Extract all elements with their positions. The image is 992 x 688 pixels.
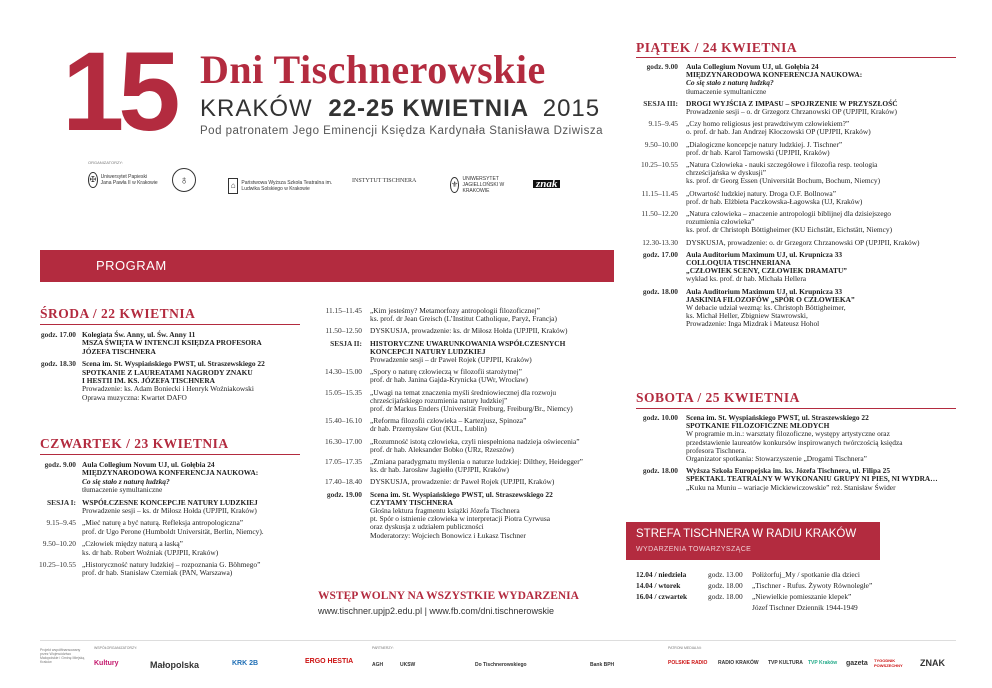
schedule-line: „Dialogiczne koncepcje natury ludzkiej. J. Tischner” — [686, 139, 843, 149]
radio-event: Połiżorfuj_My / spotkanie dla dzieci — [752, 570, 860, 579]
radio-date: 12.04 / niedziela — [636, 570, 687, 579]
radio-subtitle: WYDARZENIA TOWARZYSZĄCE — [636, 546, 752, 553]
schedule-line: tłumaczenie symultaniczne — [82, 485, 163, 495]
schedule-item — [616, 160, 962, 185]
schedule-item — [300, 490, 620, 539]
day-heading-piatek: PIĄTEK / 24 KWIETNIA — [636, 40, 798, 55]
schedule-line: ks. dr hab. Jarosław Jagiełło (UPJPII, Kraków) — [370, 465, 509, 475]
day-heading-sroda: ŚRODA / 22 KWIETNIA — [40, 306, 196, 321]
schedule-line: Prowadzenie: ks. Adam Boniecki i Henryk Woźniakowski — [82, 384, 254, 394]
schedule-line: „Uwagi na temat znaczenia myśli średniowiecznej dla rozwoju — [370, 387, 557, 397]
schedule-line: o. prof. dr hab. Jan Andrzej Kłoczowski OP (UPJPII, Kraków) — [686, 127, 871, 137]
schedule-line: prof. dr hab. Aleksander Bobko (URz, Rzeszów) — [370, 444, 514, 454]
crest-icon: ✠ — [88, 172, 98, 188]
radio-title: STREFA TISCHNERA W RADIU KRAKÓW — [636, 528, 857, 540]
schedule-item — [616, 119, 962, 135]
dates: 22-25 KWIETNIA — [328, 95, 530, 122]
schedule-line: tłumaczenie symultaniczne — [686, 86, 767, 96]
organizer-pwst[interactable]: ⌂ Państwowa Wyższa Szkoła Teatralna im. Ludwika Solskiego w Krakowie — [228, 178, 338, 194]
day-heading-czwartek: CZWARTEK / 23 KWIETNIA — [40, 436, 229, 451]
schedule-line: rozumienia człowieka” — [686, 217, 755, 227]
schedule-item — [616, 250, 962, 283]
schedule-time: godz. 17.00 — [40, 330, 76, 339]
partner-bank-bph[interactable]: Bank BPH — [590, 662, 615, 668]
partners-label: PARTNERZY: — [372, 646, 394, 650]
schedule-time: 15.40–16.10 — [325, 416, 362, 426]
schedule-line: HISTORYCZNE UWARUNKOWANIA WSPÓŁCZESNYCH — [370, 338, 566, 348]
media-polskie-radio[interactable]: POLSKIE RADIO — [668, 660, 708, 666]
day-heading-sobota: SOBOTA / 25 KWIETNIA — [636, 390, 800, 405]
schedule-line: Kolegiata Św. Anny, ul. Św. Anny 11 — [82, 330, 196, 339]
schedule-line: „Zmiana paradygmatu myślenia o naturze ludzkiej: Dilthey, Heidegger” — [370, 457, 583, 466]
schedule-time: 17.05–17.35 — [325, 457, 362, 466]
radio-krakow-box — [626, 522, 880, 560]
radio-time: godz. 13.00 — [708, 570, 743, 579]
schedule-line: Scena im. St. Wyspiańskiego PWST, ul. Straszewskiego 22 — [686, 413, 869, 422]
schedule-line: profesora Tischnera. — [686, 445, 747, 455]
organizer-upjp2[interactable]: ✠ Uniwersytet Papieski Jana Pawła II w Krakowie — [89, 174, 158, 186]
schedule-item — [20, 330, 310, 355]
footer-divider — [40, 640, 956, 641]
radio-row — [636, 592, 956, 602]
sponsor-kultury[interactable]: Kultury — [94, 660, 119, 667]
schedule-item — [616, 140, 962, 156]
theatre-icon: ⌂ — [228, 178, 238, 194]
schedule-line: Co się stało z naturą ludzką? — [82, 476, 170, 486]
cofinance-note: Projekt współfinansowany przez Województwo Małopolskie i Gminę Miejską Kraków — [40, 648, 85, 664]
schedule-line: przedstawienie laureatów konkursów inspirowanych twórczością księdza — [686, 437, 903, 447]
schedule-line: „Natura Człowieka - nauki szczegółowe i filozofia resp. teologia — [686, 160, 878, 169]
schedule-item — [20, 498, 310, 515]
schedule-line: Co się stało z naturą ludzką? — [686, 78, 774, 88]
schedule-line: Organizator spotkania: Stowarzyszenie „Drogami Tischnera” — [686, 454, 867, 463]
schedule-time: godz. 18.00 — [642, 466, 678, 476]
schedule-line: oraz dyskusja z udziałem publiczności — [370, 522, 484, 532]
radio-time: godz. 18.00 — [708, 581, 743, 590]
schedule-line: „CZŁOWIEK SCENY, CZŁOWIEK DRAMATU” — [686, 266, 847, 276]
program-banner — [40, 250, 614, 282]
schedule-item — [616, 209, 962, 234]
schedule-line: Prowadzenie sesji – dr Paweł Rojek (UPJPII, Kraków) — [370, 354, 532, 364]
schedule-time: 11.15–11.45 — [641, 188, 678, 198]
schedule-time: godz. 17.00 — [642, 249, 678, 259]
year: 2015 — [542, 95, 601, 122]
schedule-line: DYSKUSJA, prowadzenie: ks. dr Miłosz Hołda (UPJPII, Kraków) — [370, 326, 568, 336]
seal-icon: ♁ — [172, 168, 196, 192]
free-entry: WSTĘP WOLNY NA WSZYSTKIE WYDARZENIA — [318, 590, 579, 602]
schedule-item — [616, 99, 962, 115]
schedule-line: pt. Spór o istnienie człowieka w interpretacji Piotra Cyrwusa — [370, 514, 550, 524]
schedule-line: WSPÓŁCZESNE KONCEPCJE NATURY LUDZKIEJ — [82, 497, 258, 507]
organizer-znak[interactable]: znak — [533, 180, 560, 188]
schedule-line: prof. dr hab. Stanisław Czerniak (PAN, Warszawa) — [82, 568, 233, 578]
schedule-time: 12.30-13.30 — [642, 237, 678, 247]
schedule-item — [20, 560, 310, 577]
schedule-time: 10.25–10.55 — [39, 560, 76, 569]
festival-number: 15 — [62, 29, 175, 154]
media-tvp-krakow[interactable]: TVP Kraków — [808, 660, 838, 666]
media-gazeta[interactable]: gazeta — [846, 660, 868, 667]
schedule-line: ks. prof. dr Georg Essen (Universität Bochum, Bochum, Niemcy) — [686, 176, 881, 186]
czwartek-program — [20, 460, 310, 610]
schedule-line: I HESTII IM. KS. JÓZEFA TISCHNERA — [82, 375, 215, 385]
schedule-line: ks. Michał Heller, Zbigniew Stawrowski, — [686, 311, 808, 321]
schedule-time: 11.15–11.45 — [325, 306, 362, 315]
organizer-emblem[interactable] — [172, 168, 196, 192]
schedule-item — [616, 189, 962, 205]
schedule-line: „Reforma filozofii człowieka – Kartezjusz, Spinoza” — [370, 416, 527, 426]
festival-title: Dni Tischnerowskie — [200, 47, 546, 92]
czwartek-program-continued — [300, 306, 620, 596]
schedule-item — [616, 466, 962, 491]
schedule-item — [300, 388, 620, 413]
schedule-item — [300, 339, 620, 364]
schedule-line: „Rozumność istotą człowieka, czyli niespełniona nadzieja oświecenia” — [370, 436, 580, 446]
schedule-line: ks. prof. dr Christoph Böttigheimer (KU Eichstätt, Eichstätt, Niemcy) — [686, 225, 893, 235]
schedule-time: 15.05–15.35 — [325, 387, 362, 397]
media-label: PATRONI MEDIALNI: — [668, 646, 702, 650]
schedule-time: godz. 9.00 — [44, 460, 76, 469]
patronage: Pod patronatem Jego Eminencji Księdza Kardynała Stanisława Dziwisza — [200, 125, 603, 137]
partner-uksw[interactable]: UKSW — [400, 662, 416, 668]
organizers-label: ORGANIZATORZY: — [88, 160, 123, 165]
schedule-time: 14.30–15.00 — [325, 367, 362, 377]
schedule-line: „Spory o naturę człowieczą w filozofii starożytnej” — [370, 367, 522, 377]
sponsor-malopolska[interactable]: Małopolska — [150, 660, 200, 670]
schedule-line: W programie m.in.: warsztaty filozoficzne, występy artystyczne oraz — [686, 429, 890, 439]
schedule-line: Aula Collegium Novum UJ, ul. Gołębia 24 — [82, 460, 215, 469]
schedule-line: JÓZEFA TISCHNERA — [82, 346, 156, 356]
schedule-line: Aula Collegium Novum UJ, ul. Gołębia 24 — [686, 62, 819, 71]
schedule-line: dr hab. Przemysław Gut (KUL, Lublin) — [370, 424, 487, 434]
schedule-line: prof. dr Markus Enders (Universität Freiburg, Freiburg/Br., Niemcy) — [370, 403, 573, 413]
organizer-instytut[interactable]: INSTYTUT TISCHNERA — [352, 178, 417, 184]
radio-schedule — [636, 570, 956, 618]
city: KRAKÓW — [200, 95, 313, 122]
radio-event: „Tischner - Rufus. Żywoty Równoległe” — [752, 581, 873, 590]
radio-row — [636, 581, 956, 591]
schedule-line: Aula Auditorium Maximum UJ, ul. Krupnicza 33 — [686, 249, 843, 259]
schedule-line: chrześcijańska w dyskusji” — [686, 168, 767, 178]
schedule-line: SPOTKANIE Z LAUREATAMI NAGRODY ZNAKU — [82, 367, 253, 377]
festival-city-dates — [200, 95, 600, 123]
schedule-line: JASKINIA FILOZOFÓW „SPÓR O CZŁOWIEKA” — [686, 294, 855, 304]
divider — [40, 324, 300, 325]
schedule-line: Aula Auditorium Maximum UJ, ul. Krupnicza 33 — [686, 286, 843, 296]
radio-date: 14.04 / wtorek — [636, 581, 681, 590]
schedule-line: Oprawa muzyczna: Kwartet DAFO — [82, 392, 187, 402]
schedule-item — [300, 326, 620, 334]
schedule-line: „Mieć naturę a być naturą. Refleksja antropologiczna” — [82, 518, 244, 528]
schedule-time: godz. 9.00 — [646, 62, 678, 71]
schedule-item — [300, 457, 620, 473]
schedule-line: DYSKUSJA, prowadzenie: dr Paweł Rojek (UPJPII, Kraków) — [370, 477, 555, 487]
schedule-line: COLLOQUIA TISCHNERIANA — [686, 257, 791, 267]
radio-row — [636, 603, 956, 613]
schedule-line: „Otwartość ludzkiej natury. Droga O.F. Bollnowa” — [686, 188, 836, 198]
schedule-item — [300, 306, 620, 322]
schedule-time: 9.50–10.00 — [644, 139, 678, 149]
schedule-line: DROGI WYJŚCIA Z IMPASU – SPOJRZENIE W PRZYSZŁOŚĆ — [686, 98, 898, 108]
schedule-line: SPEKTAKL TEATRALNY W WYKONANIU GRUPY NI PIES, NI WYDRA… — [686, 474, 938, 484]
schedule-time: SESJA II: — [330, 338, 362, 348]
schedule-line: Głośna lektura fragmentu książki Józefa Tischnera — [370, 505, 520, 515]
schedule-line: Wyższa Szkoła Europejska im. ks. Józefa Tischnera, ul. Filipa 25 — [686, 466, 891, 476]
schedule-line: MIĘDZYNARODOWA KONFERENCJA NAUKOWA: — [686, 70, 863, 80]
media-znak[interactable]: ZNAK — [920, 658, 945, 668]
schedule-item — [20, 359, 310, 401]
sobota-program — [616, 413, 962, 513]
schedule-item — [300, 416, 620, 432]
radio-time: godz. 18.00 — [708, 592, 743, 601]
schedule-time: godz. 10.00 — [642, 413, 678, 422]
schedule-time: godz. 18.00 — [642, 286, 678, 296]
partner-agh[interactable]: AGH — [372, 662, 384, 668]
schedule-line: Moderatorzy: Wojciech Bonowicz i Łukasz Tischner — [370, 530, 526, 540]
schedule-line: „Człowiek między naturą a łaską” — [82, 539, 183, 549]
schedule-item — [300, 367, 620, 383]
schedule-time: 17.40–18.40 — [325, 477, 362, 487]
sroda-program — [20, 330, 310, 430]
schedule-line: „Historyczność natury ludzkiej – rozpoznania G. Böhmego” — [82, 560, 261, 569]
schedule-line: „Czy homo religiosus jest prawdziwym człowiekiem?” — [686, 119, 850, 129]
schedule-line: prof. dr hab. Elżbieta Paczkowska-Łagowska (UJ, Kraków) — [686, 196, 863, 206]
sponsor-ergo[interactable]: ERGO HESTIA — [305, 658, 354, 665]
schedule-time: 11.50–12.50 — [325, 326, 362, 336]
schedule-time: godz. 18.30 — [40, 359, 76, 369]
uj-crest-icon: ⚜ — [450, 177, 459, 193]
schedule-item — [20, 460, 310, 494]
schedule-item — [300, 477, 620, 485]
schedule-line: „Natura człowieka – znaczenie antropologii biblijnej dla dzisiejszego — [686, 209, 892, 218]
radio-date: 16.04 / czwartek — [636, 592, 688, 601]
schedule-line: prof. dr Ugo Perone (Humboldt Universität, Berlin, Niemcy). — [82, 526, 264, 536]
program-label: PROGRAM — [96, 258, 167, 273]
schedule-time: 9.15–9.45 — [648, 119, 678, 129]
schedule-time: 11.50–12.20 — [641, 209, 678, 218]
radio-event: Józef Tischner Dziennik 1944-1949 — [752, 603, 858, 612]
organizer-uj[interactable]: ⚜ UNIWERSYTET JAGIELLOŃSKI W KRAKOWIE — [451, 176, 505, 194]
schedule-line: CZYTAMY TISCHNERA — [370, 497, 454, 507]
schedule-line: ks. dr hab. Robert Woźniak (UPJPII, Kraków) — [82, 547, 219, 557]
cofinance-label: WSPÓŁORGANIZATORZY: — [94, 646, 138, 650]
schedule-item — [616, 287, 962, 328]
sponsor-krk[interactable]: KRK 2B — [232, 660, 259, 667]
schedule-line: Scena im. St. Wyspiańskiego PWST, ul. Straszewskiego 22 — [82, 359, 265, 369]
schedule-line: SPOTKANIE FILOZOFICZNE MŁODYCH — [686, 421, 830, 431]
media-tvp-kultura[interactable]: TVP KULTURA — [768, 660, 803, 666]
schedule-line: chrześcijańskiego rozumienia natury ludzkiej” — [370, 395, 508, 405]
schedule-item — [20, 539, 310, 556]
schedule-line: Prowadzenie: Inga Mizdrak i Mateusz Hohol — [686, 319, 820, 329]
schedule-line: MIĘDZYNARODOWA KONFERENCJA NAUKOWA: — [82, 468, 259, 478]
schedule-line: W debacie udział wezmą: ks. Christoph Böttigheimer, — [686, 302, 846, 312]
radio-event: „Niewielkie pomieszanie klepek” — [752, 592, 852, 601]
schedule-time: 9.50–10.20 — [42, 539, 76, 549]
schedule-time: 9.15–9.45 — [46, 518, 76, 528]
schedule-line: wykład ks. prof. dr hab. Michała Hellera — [686, 274, 807, 284]
website-links[interactable]: www.tischner.upjp2.edu.pl | www.fb.com/dni.tischnerowskie — [318, 606, 554, 616]
schedule-line: MSZA ŚWIĘTA W INTENCJI KSIĘDZA PROFESORA — [82, 338, 262, 348]
schedule-line: Prowadzenie sesji – o. dr Grzegorz Chrzanowski OP (UPJPII, Kraków) — [686, 106, 897, 116]
partner-do-tischnerowskiego[interactable]: Do Tischnerowskiego — [475, 662, 527, 668]
schedule-item — [20, 518, 310, 535]
schedule-line: KONCEPCJI NATURY LUDZKIEJ — [370, 346, 486, 356]
schedule-line: „Kim jesteśmy? Metamorfozy antropologii filozoficznej” — [370, 306, 540, 315]
media-tygodnik[interactable]: TYGODNIK POWSZECHNY — [874, 658, 903, 668]
divider — [636, 57, 956, 58]
divider — [40, 454, 300, 455]
schedule-time: 10.25–10.55 — [641, 160, 678, 169]
schedule-time: SESJA III: — [643, 98, 678, 108]
schedule-time: SESJA I: — [47, 497, 76, 507]
schedule-line: Scena im. St. Wyspiańskiego PWST, ul. Straszewskiego 22 — [370, 489, 553, 499]
schedule-line: ks. prof. dr Jean Greisch (L’Institut Catholique, Paryż, Francja) — [370, 314, 557, 324]
piatek-program — [616, 62, 962, 382]
schedule-item — [616, 238, 962, 246]
radio-row — [636, 570, 956, 580]
schedule-line: Prowadzenie sesji – ks. dr Miłosz Hołda (UPJPII, Kraków) — [82, 505, 257, 515]
schedule-line: „Kuku na Muniu – wariacje Mickiewiczowskie” reż. Stanisław Świder — [686, 482, 896, 492]
schedule-item — [616, 62, 962, 95]
schedule-line: prof. dr hab. Karol Tarnowski (UPJPII, Kraków) — [686, 147, 830, 157]
schedule-item — [300, 437, 620, 453]
schedule-line: DYSKUSJA, prowadzenie: o. dr Grzegorz Chrzanowski OP (UPJPII, Kraków) — [686, 237, 920, 247]
schedule-time: godz. 19.00 — [326, 489, 362, 499]
media-radio-krakow[interactable]: RADIO KRAKÓW — [718, 660, 759, 666]
divider — [636, 408, 956, 409]
schedule-item — [616, 413, 962, 462]
schedule-line: prof. dr hab. Janina Gajda-Krynicka (UWr, Wrocław) — [370, 375, 529, 385]
schedule-time: 16.30–17.00 — [325, 436, 362, 446]
